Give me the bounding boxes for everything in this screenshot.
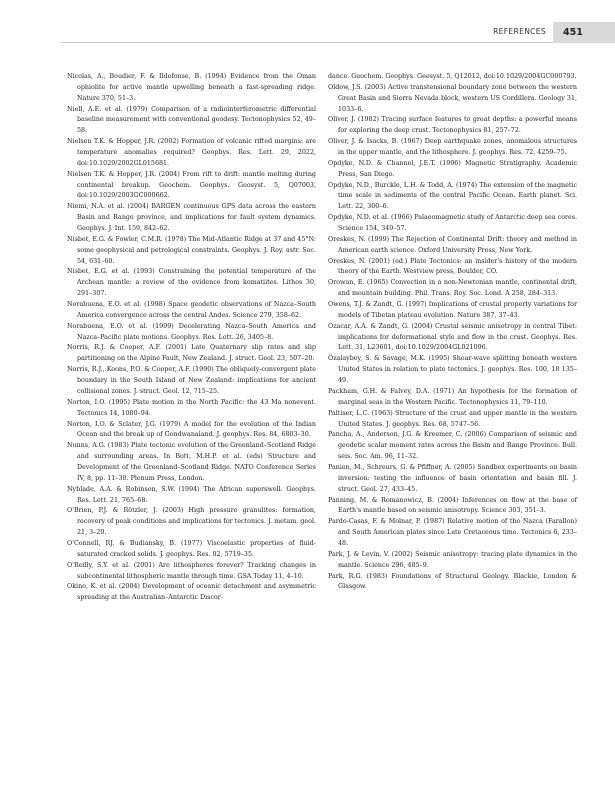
reference-entry: Norabuena, E.O. et al. (1999) Decelerating Nazca–South America and Nazca–Pacific plate motions. Geophys. Res. Lett. 26, 3405–8.: [67, 322, 316, 341]
page-number: 451: [553, 22, 615, 43]
reference-entry: dance. Geochem. Geophys. Geosyst. 5, Q12012, doi:10.1029/2004GC000793.: [328, 73, 577, 80]
reference-entry: Nicolas, A., Boudier, F. & Ildefonse, B. (1994) Evidence from the Oman ophiolite for active mantle upwelling beneath a fast-spreading ridge. Nature 370, 51–3.: [67, 73, 316, 102]
section-title: REFERENCES: [493, 27, 546, 36]
reference-entry: Park, R.G. (1983) Foundations of Structural Geology. Blackie, London & Glasgow.: [328, 572, 577, 591]
reference-entry: Özalaybey, S. & Savage, M.K. (1995) Shear-wave splitting beneath western United States in relation to plate tectonics. J. geophys. Res. 100, 18 135–49.: [328, 355, 577, 385]
references-column-left: [67, 72, 316, 604]
reference-entry: O'Reilly, S.Y. et al. (2001) Are lithospheres forever? Tracking changes in subcontinental lithospheric mantle through time. GSA Today 11, 4–10.: [67, 561, 316, 580]
reference-entry: Opdyke, N.D. & Channel, J.E.T. (1996) Magnetic Stratigraphy. Academic Press, San Diego.: [328, 159, 577, 178]
reference-entry: Oreskes, N. (2001) (ed.) Plate Tectonics: an insider's history of the modern theory of the Earth. Westview press, Boulder, CO.: [328, 257, 577, 276]
reference-entry: Niemi, N.A. et al. (2004) BARGEN continuous GPS data across the eastern Basin and Range province, and implications for fault system dynamics. Geophys. J. Int. 159, 842–62.: [67, 203, 316, 233]
reference-entry: Norton, I.O. (1995) Plate motion in the North Pacific: the 43 Ma nonevent. Tectonics 14, 1080–94.: [67, 398, 316, 417]
reference-entry: Pardo-Casas, F. & Molnar, P. (1987) Relative motion of the Nazca (Farallon) and South American plates since Late Cretaceous time. Tectonics 6, 233–48.: [328, 518, 577, 547]
reference-entry: Panien, M., Schreurs, G. & Pfiffner, A. (2005) Sandbox experiments on basin inversion: testing the influence of basin orientation and basin fill. J. struct. Geol. 27, 433–45.: [328, 463, 577, 493]
running-header: [0, 22, 615, 44]
references-column-right: [328, 72, 577, 593]
reference-entry: Orowan, E. (1965) Convection in a non-Newtonian mantle, continental drift, and mountain building. Phil. Trans. Roy. Soc. Lond. A 258, 284–313.: [328, 279, 577, 298]
reference-entry: O'Connell, RJ. & Budiansky, B. (1977) Viscoelastic properties of fluid-saturated cracked solids. J. geophys. Res. 82, 5719–35.: [67, 539, 316, 558]
reference-entry: Opdyke, N.D., Burckle, L.H. & Todd, A. (1974) The extension of the magnetic time scale in sediments of the central Pacific Ocean. Earth planet. Sci. Lett. 22, 300–6.: [328, 181, 577, 211]
reference-entry: Paltiser, L.C. (1963) Structure of the crust and upper mantle in the western United States. J. geophys. Res. 68, 5747–56.: [328, 409, 577, 428]
header-rule: [60, 42, 615, 43]
reference-entry: Park, J. & Levin, V. (2002) Seismic anisotropy: tracing plate dynamics in the mantle. Science 296, 485–9.: [328, 550, 577, 569]
reference-entry: Norris, R.J., Koons, P.O. & Cooper, A.F. (1990) The obliquely-convergent plate boundary in the South Island of New Zealand: implications for ancient collisional zones. J. struct. Geol. 12, 715–25.: [67, 366, 316, 395]
reference-entry: Oldow, J.S. (2003) Active transtensional boundary zone between the western Great Basin and Sierra Nevada block, western US Cordillera. Geology 31, 1033–6.: [328, 83, 577, 113]
reference-entry: Okino, K. et al. (2004) Development of oceanic detachment and asymmetric spreading at the Australian–Antarctic Discor-: [67, 583, 316, 602]
reference-entry: Nunns, A.G. (1983) Plate tectonic evolution of the Greenland–Scotland Ridge and surrounding areas. In Bott, M.H.P. et al. (eds) Structure and Development of the Greenland–Scotland Ridge. NATO Conference Series IV, 8, pp. 11–30. Plenum Press, London.: [67, 442, 316, 482]
reference-entry: Norris, R.J. & Cooper, A.F. (2001) Late Quaternary slip rates and slip partitioning on the Alpine Fault, New Zealand. J. struct. Geol. 23, 507–20.: [67, 344, 316, 363]
reference-entry: Opdyke, N.D. et al. (1966) Palaeomagnetic study of Antarctic deep sea cores. Science 154, 349–57.: [328, 214, 577, 233]
reference-entry: Oliver, J. (1982) Tracing surface features to great depths: a powerful means for exploring the deep crust. Tectonophysics 81, 257–72.: [328, 116, 577, 135]
reference-entry: Niell, A.E. et al. (1979) Comparison of a radiointerferometric differential baseline measurement with conventional geodesy. Tectonophysics 52, 49–58.: [67, 105, 316, 135]
reference-entry: Oreskes, N. (1999) The Rejection of Continental Drift: theory and method in American earth science. Oxford University Press, New York.: [328, 235, 577, 254]
reference-entry: O'Brien, P.J. & Rötzler, J. (2003) High pressure granulites: formation, recovery of peak conditions and implications for tectonics. J. metam. geol. 21, 3–20.: [67, 507, 316, 537]
reference-entry: Nisbet, E.G. & Fowler, C.M.R. (1978) The Mid-Atlantic Ridge at 37 and 45°N: some geophysical and petrological constraints. Geophys. J. Roy. astr. Soc. 54, 631–60.: [67, 235, 316, 265]
reference-entry: Nielsen T.K. & Hopper, J.R. (2002) Formation of volcanic rifted margins: are temperature anomalies required? Geophys. Res. Lett. 29, 2022, doi:10.1029/2002GL015681.: [67, 138, 316, 167]
reference-entry: Packham, G.H. & Falvey, D.A. (1971) An hypothesis for the formation of marginal seas in the Western Pacific. Tectonophysics 11, 79–110.: [328, 387, 577, 406]
reference-entry: Nyblade, A.A. & Robinson, S.W. (1994) The African superswell. Geophys. Res. Lett. 21, 765–68.: [67, 485, 316, 504]
reference-entry: Ozacar, A.A. & Zandt, G. (2004) Crustal seismic anisotropy in central Tibet: implications for deformational style and flow in the crust. Geophys. Res. Lett. 31, L23601, doi:10.1029/2004GL021096.: [328, 322, 577, 352]
reference-entry: Oliver, J. & Isacks, B. (1967) Deep earthquake zones, anomalous structures in the upper mantle, and the lithosphere. J. geophys. Res. 72, 4259–75.: [328, 138, 577, 157]
reference-entry: Norabuena, E.O. et al. (1998) Space geodetic observations of Nazca–South America convergence across the central Andes. Science 279, 358–62.: [67, 301, 316, 319]
reference-entry: Panning, M. & Romanowicz, B. (2004) Inferences on flow at the base of Earth's mantle based on seismic anisotropy. Science 303, 351–3.: [328, 496, 577, 515]
reference-entry: Pancha, A., Anderson, J.G. & Kreemer, C. (2006) Comparison of seismic and geodetic scalar moment rates across the Basin and Range Province. Bull. seis. Soc. Am. 96, 11–32.: [328, 431, 577, 461]
reference-entry: Owens, T.J. & Zandt, G. (1997) Implications of crustal property variations for models of Tibetan plateau evolution. Nature 387, 37–43.: [328, 301, 577, 319]
reference-entry: Nisbet, E.G. et al. (1993) Constraining the potential temperature of the Archean mantle: a review of the evidence from komatiites. Lithos 30, 291–307.: [67, 268, 316, 298]
reference-entry: Nielsen T.K. & Hopper, J.R. (2004) From rift to drift: mantle melting during continental breakup. Geochem. Geophys. Geosyst. 5, Q07003, doi:10.1029/2003GC000662.: [67, 170, 316, 200]
reference-entry: Norton, I.O. & Sclater, J.G. (1979) A model for the evolution of the Indian Ocean and the break up of Gondwanaland. J. geophys. Res. 84, 6803–30.: [67, 420, 316, 439]
